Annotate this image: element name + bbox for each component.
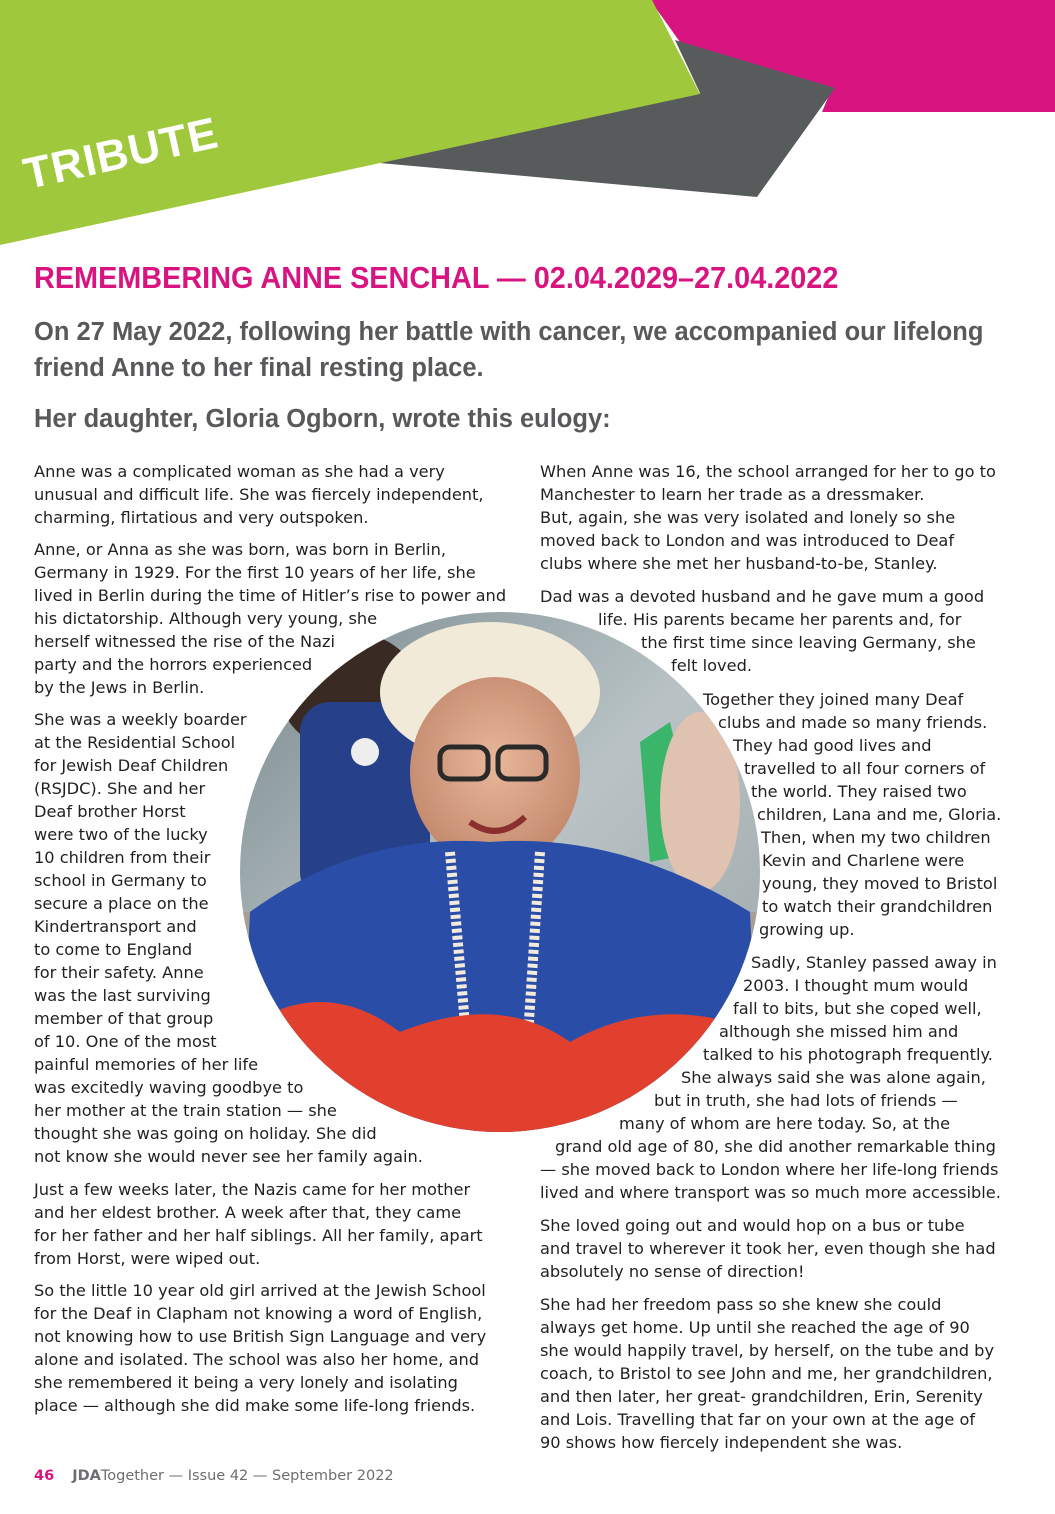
article-subhead: Her daughter, Gloria Ogborn, wrote this eulogy: [34,405,611,433]
text-line: to come to England [34,940,193,959]
text-line: charming, flirtatious and very outspoken. [34,508,369,527]
text-line: and travel to wherever it took her, even though she had [540,1239,996,1258]
text-line: Manchester to learn her trade as a dressmaker. [540,485,925,504]
text-line: painful memories of her life [34,1055,259,1074]
article-title: REMEMBERING ANNE SENCHAL — 02.04.2029–27.04.2022 [34,260,839,295]
text-line: fall to bits, but she coped well, [733,999,982,1018]
text-line: Anne, or Anna as she was born, was born in Berlin, [34,540,447,559]
text-line: Kevin and Charlene were [762,851,965,870]
text-line: moved back to London and was introduced to Deaf [540,531,955,550]
text-line: and then later, her great- grandchildren, Erin, Serenity [540,1387,983,1406]
text-line: talked to his photograph frequently. [703,1045,993,1064]
text-line: 90 shows how fiercely independent she was. [540,1433,903,1452]
text-line: clubs and made so many friends. [718,713,988,732]
text-line: clubs where she met her husband-to-be, Stanley. [540,554,938,573]
text-line: absolutely no sense of direction! [540,1262,805,1281]
text-line: Just a few weeks later, the Nazis came for her mother [34,1180,471,1199]
text-line: She was a weekly boarder [34,710,247,729]
text-line: coach, to Bristol to see John and me, her grandchildren, [540,1364,993,1383]
text-line: place — although she did make some life-long friends. [34,1396,476,1415]
text-line: she remembered it being a very lonely and isolating [34,1373,458,1392]
page-number: 46 [34,1468,55,1484]
text-line: 10 children from their [34,848,211,867]
text-line: So the little 10 year old girl arrived at the Jewish School [34,1281,486,1300]
text-line: she would happily travel, by herself, on the tube and by [540,1341,995,1360]
text-line: growing up. [759,920,855,939]
text-line: Then, when my two children [761,828,991,847]
text-line: for their safety. Anne [34,963,204,982]
text-line: the first time since leaving Germany, she [641,633,976,652]
text-line: She loved going out and would hop on a bus or tube [540,1216,965,1235]
brand-bold: JDA [72,1468,101,1484]
text-line: secure a place on the [34,894,209,913]
text-line: felt loved. [671,656,753,675]
text-line: school in Germany to [34,871,207,890]
text-line: lived in Berlin during the time of Hitler’s rise to power and [34,586,507,605]
text-line: Kindertransport and [34,917,197,936]
text-line: lived and where transport was so much more accessible. [540,1183,1001,1202]
text-line: but in truth, she had lots of friends — [654,1091,958,1110]
text-line: unusual and difficult life. She was fiercely independent, [34,485,484,504]
text-line: for Jewish Deaf Children [34,756,229,775]
text-line: for the Deaf in Clapham not knowing a word of English, [34,1304,483,1323]
text-line: for her father and her half siblings. All her family, apart [34,1226,483,1245]
text-line: When Anne was 16, the school arranged for her to go to [540,462,996,481]
text-line: the world. They raised two [751,782,967,801]
text-line: 2003. I thought mum would [743,976,969,995]
text-line: not knowing how to use British Sign Language and very [34,1327,487,1346]
text-line: Anne was a complicated woman as she had a very [34,462,445,481]
text-line: always get home. Up until she reached the age of 90 [540,1318,970,1337]
text-line: Deaf brother Horst [34,802,186,821]
text-line: although she missed him and [719,1022,959,1041]
text-line: She always said she was alone again, [681,1068,986,1087]
text-line: and Lois. Travelling that far on your own at the age of [540,1410,976,1429]
text-line: her mother at the train station — she [34,1101,337,1120]
text-line: She had her freedom pass so she knew she could [540,1295,942,1314]
text-line: travelled to all four corners of [744,759,986,778]
text-line: party and the horrors experienced [34,655,313,674]
page-footer [34,1468,394,1484]
text-line: Germany in 1929. For the first 10 years of her life, she [34,563,476,582]
issue-info: Together — Issue 42 — September 2022 [100,1468,394,1484]
portrait-photo [240,612,760,1132]
text-line: children, Lana and me, Gloria. [757,805,1002,824]
text-line: alone and isolated. The school was also her home, and [34,1350,479,1369]
text-line: were two of the lucky [34,825,208,844]
text-line: grand old age of 80, she did another remarkable thing [555,1137,996,1156]
text-line: member of that group [34,1009,214,1028]
text-line: many of whom are here today. So, at the [619,1114,951,1133]
text-line: and her eldest brother. A week after that, they came [34,1203,462,1222]
text-line: — she moved back to London where her life-long friends [540,1160,999,1179]
text-line: from Horst, were wiped out. [34,1249,261,1268]
text-line: his dictatorship. Although very young, she [34,609,378,628]
text-line: not know she would never see her family again. [34,1147,423,1166]
section-label: TRIBUTE [19,108,223,200]
text-line: Together they joined many Deaf [703,690,964,709]
text-line: But, again, she was very isolated and lonely so she [540,508,956,527]
text-line: life. His parents became her parents and, for [598,610,962,629]
text-line: (RSJDC). She and her [34,779,206,798]
text-line: They had good lives and [733,736,932,755]
article-intro: On 27 May 2022, following her battle with cancer, we accompanied our lifelong friend Anne to her final resting place. [34,318,984,382]
text-line: Dad was a devoted husband and he gave mum a good [540,587,985,606]
text-line: was excitedly waving goodbye to [34,1078,304,1097]
text-line: was the last surviving [34,986,211,1005]
text-line: of 10. One of the most [34,1032,217,1051]
text-line: thought she was going on holiday. She did [34,1124,377,1143]
text-line: to watch their grandchildren [762,897,993,916]
text-line: young, they moved to Bristol [762,874,998,893]
text-line: at the Residential School [34,733,236,752]
text-line: by the Jews in Berlin. [34,678,205,697]
text-line: herself witnessed the rise of the Nazi [34,632,336,651]
text-line: Sadly, Stanley passed away in [751,953,997,972]
